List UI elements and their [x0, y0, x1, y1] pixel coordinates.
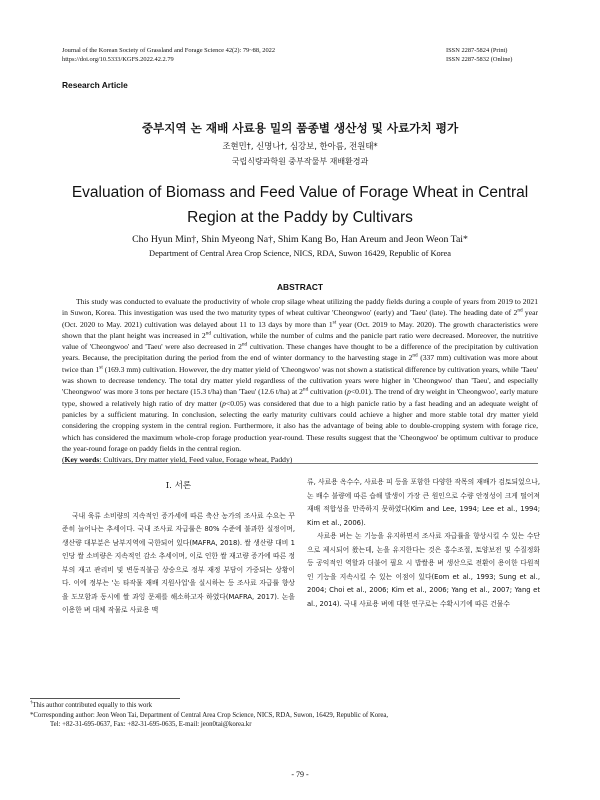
left-column [62, 476, 295, 618]
footnote-divider [30, 698, 180, 699]
english-title: Evaluation of Biomass and Feed Value of Forage Wheat in Central Region at the Paddy by Cultivars [71, 184, 529, 226]
journal-citation: Journal of the Korean Society of Grassland and Forage Science 42(2): 79~88, 2022 [62, 47, 276, 54]
korean-affiliation: 국립식량과학원 중부작물부 재배환경과 [231, 157, 369, 166]
intro-paragraph-1: 국내 육류 소비량의 지속적인 증가세에 따른 축산 농가의 조사료 수요는 꾸준히 늘어나는 추세이다. 국내 조사료 자급률은 80% 수준에 불과한 실정이며, 생산량 대부분은 남부지역에 국한되어 있다(MAFRA, 2018). 쌀 생산량 대비 1인당 쌀 소비량은 지속적인 감소 추세이며, 이로 인한 쌀 재고량 증가에 따른 정부의 재고 관리비 및 변동직불금 상승으로 정부 재정 부담이 가중되는 상황이다. 이에 정부는 '논 타작물 재배 지원사업'을 실시하는 등 조사료 자급률 향상을 도모함과 동시에 쌀 과잉 문제를 해소하고자 하였다(MAFRA, 2017). 논을 이용한 벼 대체 작물로 사료용 맥 [62, 511, 295, 614]
page-number: - 79 - [291, 770, 309, 779]
journal-header [62, 46, 275, 64]
english-affiliation: Department of Central Area Crop Science, NICS, RDA, Suwon 16429, Republic of Korea [149, 249, 451, 258]
right-column [307, 476, 540, 611]
korean-title: 중부지역 논 재배 사료용 밀의 품종별 생산성 및 사료가치 평가 [141, 121, 459, 135]
intro-paragraph-continued: 류, 사료용 옥수수, 사료용 피 등을 포함한 다양한 작목의 재배가 검토되었으나, 논 배수 불량에 따른 습해 발생이 가장 큰 원인으로 수량 안정성이 크게 떨어져 재배 적합성을 만족하지 못하였다(Kim and Lee, 1994; Lee et al., 1994; Kim et al., 2006). [307, 478, 540, 527]
issn-print: ISSN 2287-5824 (Print) [446, 47, 508, 54]
footnote-equal-contribution: †This author contributed equally to this work [30, 700, 153, 709]
footnotes [30, 701, 570, 730]
english-authors: Cho Hyun Min†, Shin Myeong Na†, Shim Kang Bo, Han Areum and Jeon Weon Tai* [132, 234, 468, 245]
footnote-corresponding-author: *Corresponding author: Jeon Weon Tai, Department of Central Area Crop Science, NICS, RDA, Suwon, 16429, Republic of Korea, [30, 711, 389, 719]
intro-paragraph-2: 사료용 벼는 논 기능을 유지하면서 조사료 자급률을 향상시킬 수 있는 수단으로 제시되어 왔는데, 논을 유지한다는 것은 홍수조절, 토양보전 및 수질정화 등 공익적인 역할과 더불어 필요 시 밥쌀용 벼 생산으로 전환이 용이한 다원적인 기능을 지속시킬 수 있는 이점이 있다(Eom et al., 1993; Sung et al., 2004; Choi et al., 2006; Kim et al., 2006; Yang et al., 2007; Yang et al., 2014). 국내 사료용 벼에 대한 연구로는 수확시기에 따른 건물수 [307, 532, 540, 608]
abstract-divider [62, 463, 538, 464]
article-type: Research Article [62, 80, 128, 90]
section-title: Ⅰ. 서론 [165, 481, 192, 491]
korean-authors: 조현민†, 신명나†, 심강보, 한아름, 전원태* [222, 141, 378, 151]
abstract-heading: ABSTRACT [276, 282, 324, 292]
issn-block [446, 46, 538, 64]
issn-online: ISSN 2287-5832 (Online) [446, 56, 513, 63]
doi-link[interactable]: https://doi.org/10.5333/KGFS.2022.42.2.79 [62, 56, 174, 63]
footnote-contact: Tel: +82-31-695-0637, Fax: +82-31-695-0635, E-mail: jeon0tai@korea.kr [50, 721, 252, 729]
keywords: (Key words: Cultivars, Dry matter yield, Feed value, Forage wheat, Paddy) [62, 455, 293, 465]
abstract-body: This study was conducted to evaluate the productivity of whole crop silage wheat utilizing the paddy fields during a couple of years from 2019 to 2021 in Suwon, Korea. This investigation was used the two maturity types of wheat cultivar 'Cheongwoo' (early) and 'Taeu' (late). The heading date of 2nd year (Oct. 2020 to May. 2021) cultivation was delayed about 11 to 13 days by more than 1st year (Oct. 2019 to May. 2020). The growth characteristics were shown that the plant height was increased in 2nd cultivation, while the number of culms and the panicle part ratio were decreased. Moreover, the nutritive value of 'Cheongwoo' and 'Taeu' were also decreased in 2nd cultivation. These changes have thought to be a difference of the precipitation by cultivation years. Because, the precipitation during the period from the end of winter dormancy to the harvesting stage in 2nd (337 mm) cultivation was more about twice than 1st (169.3 mm) cultivation. However, the dry matter yield of 'Cheongwoo' was not shown a statistical difference by cultivation years, while 'Taeu' was shown to decrease tendency. The total dry matter yield regardless of the cultivation years were higher in 'Cheongwoo' than 'Taeu', and especially 'Cheongwoo' was more 3 tons per hectare (15.3 t/ha) than 'Taeu' (12.6 t/ha) at 2nd cultivation (p<0.01). The trend of dry weight in 'Cheongwoo', early mature type, showed a relatively high ratio of dry matter (p<0.05) was considered that due to a high panicle ratio by a fast heading and an adequate weight of panicles by a sufficient maturing. In conclusion, selecting the early maturity cultivars could achieve a higher and more stable total dry matter yield considering the cropping system in the central region. Furthermore, it also has the advantage of being able to double-cropping system with forage rice, which has considered the maximum whole-crop forage production year-round. These results suggest that the 'Cheongwoo' be optimum cultivar to produce the year-round forage on paddy fields in the central region. (Key words: Cultivars, Dry matter yield, Feed value, Forage wheat, Paddy) [62, 297, 539, 465]
